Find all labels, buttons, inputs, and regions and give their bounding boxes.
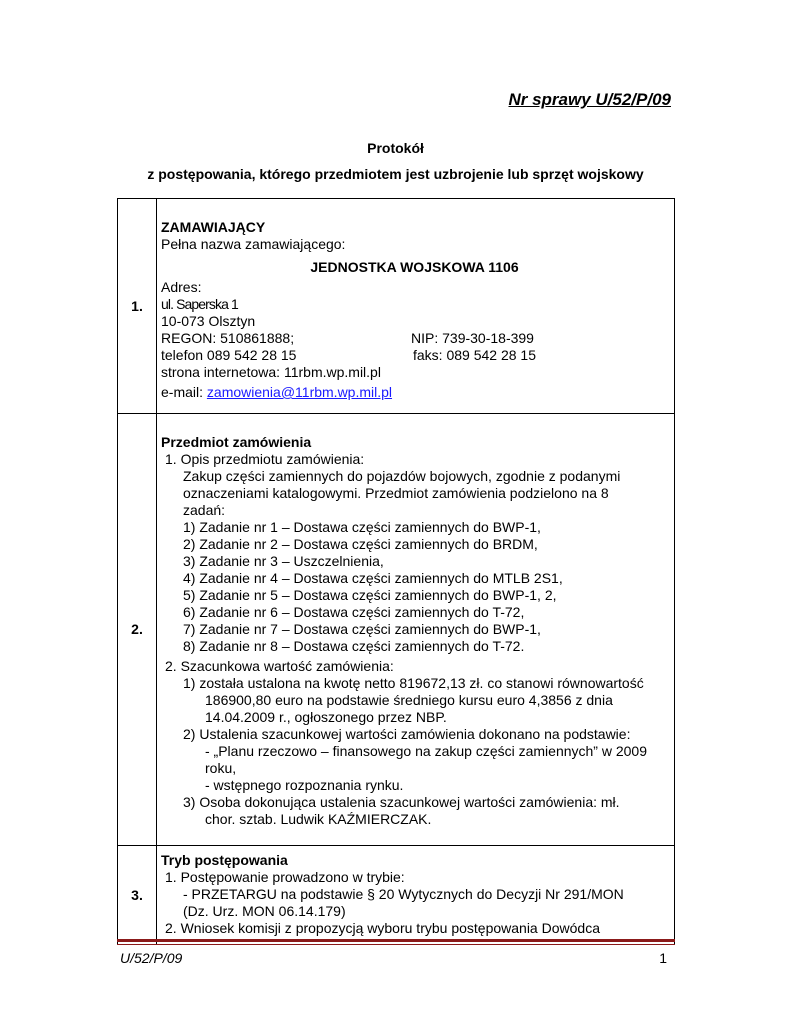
task-item: 4) Zadanie nr 4 – Dostawa części zamiennych do MTLB 2S1, bbox=[183, 570, 563, 586]
email-label: e-mail: bbox=[161, 384, 207, 400]
subject-description-line: zadań: bbox=[183, 502, 226, 518]
estimated-value-line: - wstępnego rozpoznania rynku. bbox=[205, 777, 404, 793]
estimated-value-line: 186900,80 euro na podstawie średniego kursu euro 4,3856 z dnia bbox=[205, 692, 613, 708]
section-heading: Tryb postępowania bbox=[161, 852, 288, 868]
estimated-value-line: chor. sztab. Ludwik KAŹMIERCZAK. bbox=[205, 811, 432, 827]
nip: NIP: 739-30-18-399 bbox=[411, 330, 534, 346]
section-heading: ZAMAWIAJĄCY bbox=[161, 219, 266, 235]
estimated-value-line: roku, bbox=[205, 760, 237, 776]
subject-description-title: 1. Opis przedmiotu zamówienia: bbox=[165, 451, 365, 467]
estimated-value-line: - „Planu rzeczowo – finansowego na zakup części zamiennych” w 2009 bbox=[205, 743, 648, 759]
estimated-value-line: 3) Osoba dokonująca ustalenia szacunkowej wartości zamówienia: mł. bbox=[183, 794, 620, 810]
task-item: 8) Zadanie nr 8 – Dostawa części zamiennych do T-72. bbox=[183, 638, 525, 654]
subject-description-line: oznaczeniami katalogowymi. Przedmiot zamówienia podzielono na 8 bbox=[183, 485, 609, 501]
section-number: 2. bbox=[118, 414, 157, 846]
city: 10-073 Olsztyn bbox=[161, 313, 256, 329]
website: strona internetowa: 11rbm.wp.mil.pl bbox=[161, 364, 381, 380]
footer-divider bbox=[117, 939, 675, 942]
table-row bbox=[118, 846, 675, 945]
estimated-value-title: 2. Szacunkowa wartość zamówienia: bbox=[165, 658, 394, 674]
subject-description-line: Zakup części zamiennych do pojazdów bojowych, zgodnie z podanymi bbox=[183, 468, 621, 484]
document-subtitle: z postępowania, którego przedmiotem jest uzbrojenie lub sprzęt wojskowy bbox=[147, 166, 644, 182]
section-subject bbox=[157, 414, 675, 846]
task-item: 6) Zadanie nr 6 – Dostawa części zamiennych do T-72, bbox=[183, 604, 525, 620]
procedure-line: - PRZETARGU na podstawie § 20 Wytycznych do Decyzji Nr 291/MON bbox=[183, 886, 624, 902]
section-number: 3. bbox=[118, 846, 157, 945]
document-title: Protokół bbox=[367, 140, 424, 156]
regon-nip-row bbox=[161, 330, 668, 347]
fax: faks: 089 542 28 15 bbox=[413, 347, 536, 363]
case-number: Nr sprawy U/52/P/09 bbox=[508, 90, 671, 109]
section-number: 1. bbox=[118, 199, 157, 414]
table-row bbox=[118, 414, 675, 846]
procedure-line: (Dz. Urz. MON 06.14.179) bbox=[183, 903, 346, 919]
email-row bbox=[161, 384, 668, 401]
authority-name: JEDNOSTKA WOJSKOWA 1106 bbox=[310, 259, 519, 275]
estimated-value-line: 1) została ustalona na kwotę netto 819672,13 zł. co stanowi równowartość bbox=[183, 675, 644, 691]
section-contracting-authority bbox=[157, 199, 675, 414]
footer-case-number: U/52/P/09 bbox=[120, 950, 183, 966]
street: ul. Saperska 1 bbox=[161, 296, 238, 312]
address-label: Adres: bbox=[161, 279, 202, 295]
estimated-value-line: 14.04.2009 r., ogłoszonego przez NBP. bbox=[205, 709, 447, 725]
section-procedure bbox=[157, 846, 675, 945]
procedure-line: 1. Postępowanie prowadzono w trybie: bbox=[165, 869, 405, 885]
protocol-table bbox=[117, 198, 675, 945]
task-item: 3) Zadanie nr 3 – Uszczelnienia, bbox=[183, 553, 384, 569]
section-heading: Przedmiot zamówienia bbox=[161, 434, 312, 450]
phone: telefon 089 542 28 15 bbox=[161, 347, 297, 363]
email-link[interactable]: zamowienia@11rbm.wp.mil.pl bbox=[206, 384, 393, 400]
phone-fax-row bbox=[161, 347, 668, 364]
table-row bbox=[118, 199, 675, 414]
regon: REGON: 510861888; bbox=[161, 330, 295, 346]
full-name-label: Pełna nazwa zamawiającego: bbox=[161, 236, 346, 252]
task-item: 2) Zadanie nr 2 – Dostawa części zamiennych do BRDM, bbox=[183, 536, 538, 552]
task-item: 5) Zadanie nr 5 – Dostawa części zamiennych do BWP-1, 2, bbox=[183, 587, 557, 603]
footer-divider bbox=[117, 944, 675, 945]
task-item: 1) Zadanie nr 1 – Dostawa części zamiennych do BWP-1, bbox=[183, 519, 541, 535]
procedure-line: 2. Wniosek komisji z propozycją wyboru trybu postępowania Dowódca bbox=[165, 920, 600, 936]
page-number: 1 bbox=[659, 950, 667, 966]
task-item: 7) Zadanie nr 7 – Dostawa części zamiennych do BWP-1, bbox=[183, 621, 541, 637]
estimated-value-line: 2) Ustalenia szacunkowej wartości zamówienia dokonano na podstawie: bbox=[183, 726, 631, 742]
